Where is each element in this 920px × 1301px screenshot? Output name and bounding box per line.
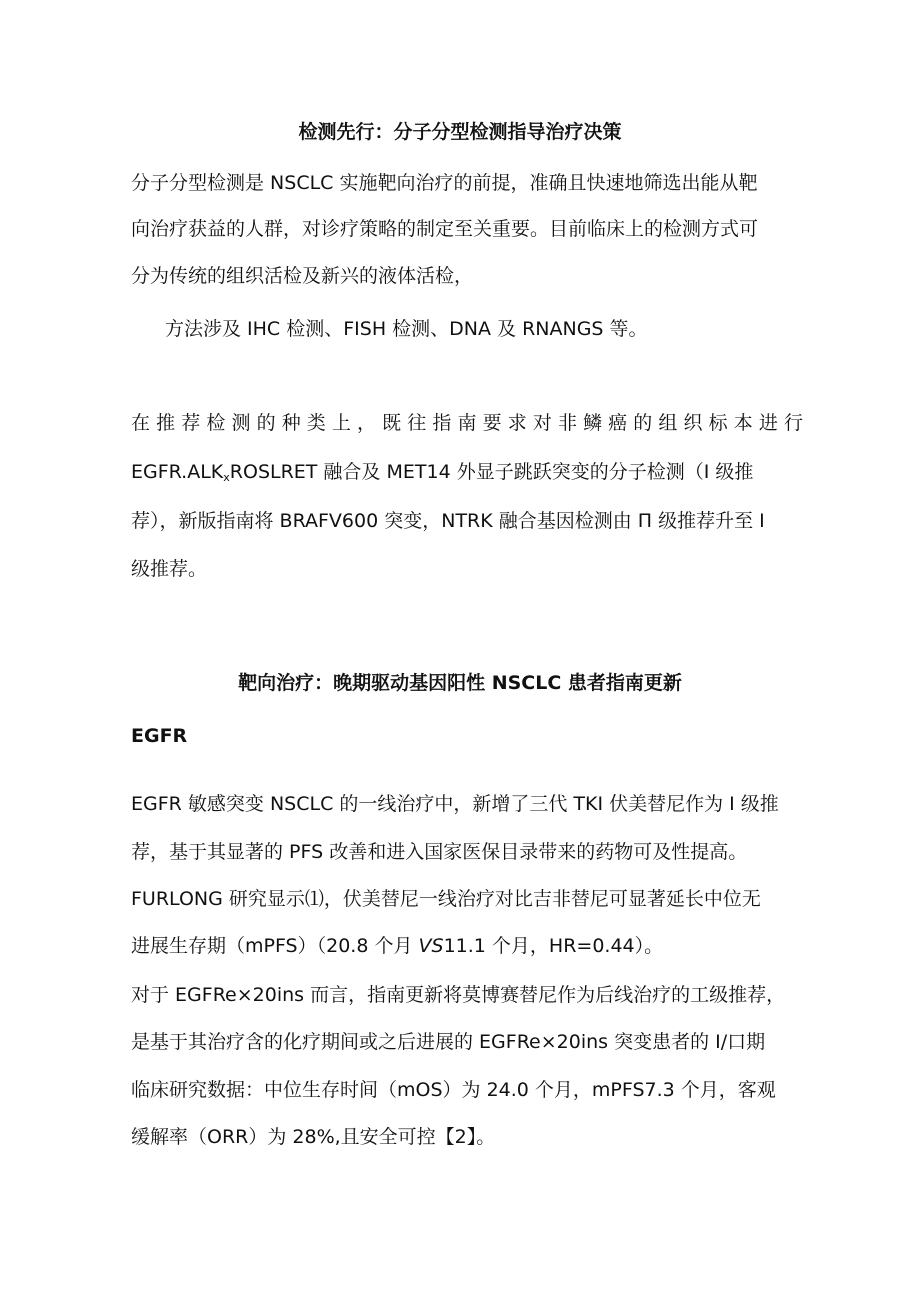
paragraph-line: 分子分型检测是 NSCLC 实施靶向治疗的前提，准确且快速地筛选出能从靶	[131, 172, 758, 194]
paragraph-line: 在推荐检测的种类上，既往指南要求对非鳞癌的组织标本进行	[131, 412, 803, 434]
paragraph-line: EGFR 敏感突变 NSCLC 的一线治疗中，新增了三代 TKI 伏美替尼作为 I 级推	[131, 793, 779, 815]
paragraph-line: 荐），新版指南将 BRAFV600 突变，NTRK 融合基因检测由 Π 级推荐升至 I	[131, 510, 765, 532]
paragraph-line	[131, 460, 753, 490]
paragraph-line	[131, 934, 663, 958]
text-fragment: 11.1 个月，HR=0.44）。	[443, 935, 664, 957]
paragraph-line	[131, 887, 761, 911]
paragraph-line-methods: 方法涉及 IHC 检测、FISH 检测、DNA 及 RNANGS 等。	[165, 318, 648, 340]
paragraph-line: 临床研究数据：中位生存时间（mOS）为 24.0 个月，mPFS7.3 个月，客观	[131, 1079, 776, 1101]
paragraph-line: 缓解率（ORR）为 28%,且安全可控【2】。	[131, 1126, 496, 1148]
text-fragment: EGFR.ALK	[131, 461, 224, 483]
section-title-targeted-therapy: 靶向治疗：晚期驱动基因阳性 NSCLC 患者指南更新	[238, 672, 682, 694]
paragraph-line: 对于 EGFRe×20ins 而言，指南更新将莫博赛替尼作为后线治疗的工级推荐，	[131, 984, 786, 1006]
italic-vs: VS	[418, 935, 444, 957]
paragraph-line: 分为传统的组织活检及新兴的液体活检，	[131, 265, 474, 287]
reference-marker: ⑴	[304, 888, 324, 910]
text-fragment: ROSLRET 融合及 MET14 外显子跳跃突变的分子检测（I 级推	[229, 461, 754, 483]
paragraph-line: 是基于其治疗含的化疗期间或之后进展的 EGFRe×20ins 突变患者的 I/口期	[131, 1031, 766, 1053]
text-fragment: ，伏美替尼一线治疗对比吉非替尼可显著延长中位无	[323, 888, 761, 910]
paragraph-line: 级推荐。	[131, 558, 208, 580]
subheading-egfr: EGFR	[131, 725, 188, 747]
text-fragment: FURLONG 研究显示	[131, 888, 305, 910]
paragraph-line: 荐，基于其显著的 PFS 改善和进入国家医保目录带来的药物可及性提高。	[131, 841, 748, 863]
subscript-text: x	[223, 471, 230, 484]
section-title-detection: 检测先行：分子分型检测指导治疗决策	[298, 121, 622, 143]
text-fragment: 进展生存期（mPFS）（20.8 个月	[131, 935, 419, 957]
paragraph-line: 向治疗获益的人群，对诊疗策略的制定至关重要。目前临床上的检测方式可	[131, 218, 759, 240]
